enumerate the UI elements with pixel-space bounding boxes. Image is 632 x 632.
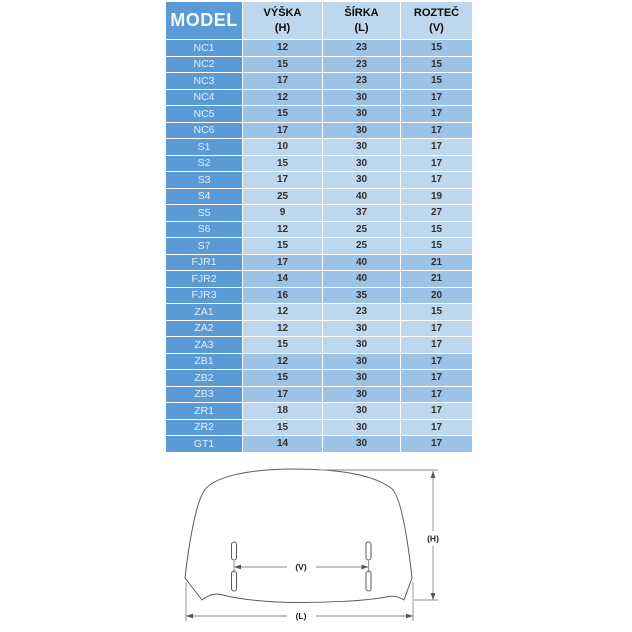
width-dimension-label: (L) <box>295 611 307 621</box>
row-value-roztec: 17 <box>401 337 472 353</box>
row-model-label: NC1 <box>166 40 242 56</box>
pitch-dimension-label: (V) <box>295 562 307 572</box>
mounting-slot <box>232 571 237 591</box>
column-header: ŠÍRKA (L) <box>323 2 400 39</box>
row-value-sirka: 23 <box>323 73 400 89</box>
row-value-sirka: 30 <box>323 321 400 337</box>
row-model-label: FJR3 <box>166 288 242 304</box>
row-value-sirka: 30 <box>323 354 400 370</box>
row-value-vyska: 12 <box>243 304 322 320</box>
windshield-outline <box>185 469 412 603</box>
row-value-vyska: 18 <box>243 403 322 419</box>
row-value-roztec: 20 <box>401 288 472 304</box>
row-model-label: NC2 <box>166 57 242 73</box>
row-value-sirka: 30 <box>323 139 400 155</box>
row-value-vyska: 25 <box>243 189 322 205</box>
row-value-sirka: 30 <box>323 403 400 419</box>
row-value-sirka: 25 <box>323 222 400 238</box>
row-value-sirka: 30 <box>323 106 400 122</box>
row-value-sirka: 30 <box>323 420 400 436</box>
windshield-spec-table <box>166 2 472 452</box>
row-value-roztec: 15 <box>401 57 472 73</box>
dimension-l <box>186 582 413 621</box>
row-value-vyska: 16 <box>243 288 322 304</box>
dimension-h <box>318 470 439 600</box>
row-value-vyska: 14 <box>243 436 322 452</box>
row-value-vyska: 15 <box>243 238 322 254</box>
row-value-sirka: 30 <box>323 156 400 172</box>
row-value-roztec: 17 <box>401 90 472 106</box>
column-header: ROZTEČ (V) <box>401 2 472 39</box>
row-value-vyska: 17 <box>243 123 322 139</box>
row-value-roztec: 17 <box>401 321 472 337</box>
row-model-label: S7 <box>166 238 242 254</box>
row-value-sirka: 30 <box>323 123 400 139</box>
row-model-label: NC3 <box>166 73 242 89</box>
row-model-label: S1 <box>166 139 242 155</box>
row-value-vyska: 17 <box>243 73 322 89</box>
row-value-roztec: 17 <box>401 139 472 155</box>
row-value-vyska: 12 <box>243 40 322 56</box>
row-value-sirka: 23 <box>323 304 400 320</box>
row-value-vyska: 12 <box>243 90 322 106</box>
row-value-sirka: 30 <box>323 387 400 403</box>
row-value-vyska: 15 <box>243 106 322 122</box>
row-model-label: ZA1 <box>166 304 242 320</box>
row-model-label: ZA3 <box>166 337 242 353</box>
row-value-roztec: 15 <box>401 304 472 320</box>
row-value-roztec: 17 <box>401 172 472 188</box>
row-value-vyska: 12 <box>243 321 322 337</box>
row-model-label: NC5 <box>166 106 242 122</box>
row-value-sirka: 30 <box>323 90 400 106</box>
row-model-label: ZA2 <box>166 321 242 337</box>
row-value-roztec: 17 <box>401 106 472 122</box>
row-value-roztec: 15 <box>401 222 472 238</box>
mounting-slot <box>232 542 237 560</box>
windshield-diagram <box>150 455 490 632</box>
row-value-roztec: 15 <box>401 238 472 254</box>
row-model-label: ZB3 <box>166 387 242 403</box>
row-value-roztec: 17 <box>401 436 472 452</box>
row-model-label: FJR2 <box>166 271 242 287</box>
row-model-label: S4 <box>166 189 242 205</box>
row-value-sirka: 30 <box>323 436 400 452</box>
row-value-vyska: 12 <box>243 222 322 238</box>
row-value-vyska: 17 <box>243 255 322 271</box>
row-value-vyska: 12 <box>243 354 322 370</box>
row-value-roztec: 17 <box>401 123 472 139</box>
row-value-sirka: 35 <box>323 288 400 304</box>
row-value-roztec: 15 <box>401 73 472 89</box>
row-value-roztec: 21 <box>401 255 472 271</box>
row-value-sirka: 40 <box>323 255 400 271</box>
row-value-roztec: 27 <box>401 205 472 221</box>
row-value-vyska: 17 <box>243 172 322 188</box>
row-value-roztec: 15 <box>401 40 472 56</box>
row-value-vyska: 15 <box>243 370 322 386</box>
row-value-roztec: 17 <box>401 420 472 436</box>
row-model-label: S3 <box>166 172 242 188</box>
row-value-sirka: 23 <box>323 40 400 56</box>
row-value-vyska: 10 <box>243 139 322 155</box>
row-value-roztec: 19 <box>401 189 472 205</box>
row-value-roztec: 17 <box>401 156 472 172</box>
column-header: VÝŠKA (H) <box>243 2 322 39</box>
row-model-label: S6 <box>166 222 242 238</box>
dimension-v <box>234 561 369 573</box>
row-value-sirka: 37 <box>323 205 400 221</box>
row-value-roztec: 17 <box>401 354 472 370</box>
row-model-label: GT1 <box>166 436 242 452</box>
row-model-label: NC6 <box>166 123 242 139</box>
row-value-vyska: 15 <box>243 337 322 353</box>
row-value-roztec: 17 <box>401 387 472 403</box>
row-model-label: FJR1 <box>166 255 242 271</box>
row-value-roztec: 21 <box>401 271 472 287</box>
row-value-vyska: 17 <box>243 387 322 403</box>
mounting-slot <box>366 542 371 560</box>
row-value-sirka: 40 <box>323 189 400 205</box>
row-value-vyska: 15 <box>243 420 322 436</box>
column-header-model: MODEL <box>166 2 242 39</box>
row-value-vyska: 15 <box>243 57 322 73</box>
row-model-label: ZR1 <box>166 403 242 419</box>
row-value-roztec: 17 <box>401 370 472 386</box>
row-model-label: NC4 <box>166 90 242 106</box>
row-value-vyska: 15 <box>243 156 322 172</box>
row-model-label: ZB2 <box>166 370 242 386</box>
row-value-vyska: 9 <box>243 205 322 221</box>
row-value-sirka: 25 <box>323 238 400 254</box>
row-model-label: S2 <box>166 156 242 172</box>
row-model-label: ZB1 <box>166 354 242 370</box>
row-model-label: ZR2 <box>166 420 242 436</box>
mounting-slot <box>366 571 371 591</box>
row-value-vyska: 14 <box>243 271 322 287</box>
row-value-sirka: 40 <box>323 271 400 287</box>
row-value-sirka: 30 <box>323 370 400 386</box>
row-value-roztec: 17 <box>401 403 472 419</box>
height-dimension-label: (H) <box>427 533 439 544</box>
row-value-sirka: 30 <box>323 172 400 188</box>
row-model-label: S5 <box>166 205 242 221</box>
row-value-sirka: 23 <box>323 57 400 73</box>
row-value-sirka: 30 <box>323 337 400 353</box>
